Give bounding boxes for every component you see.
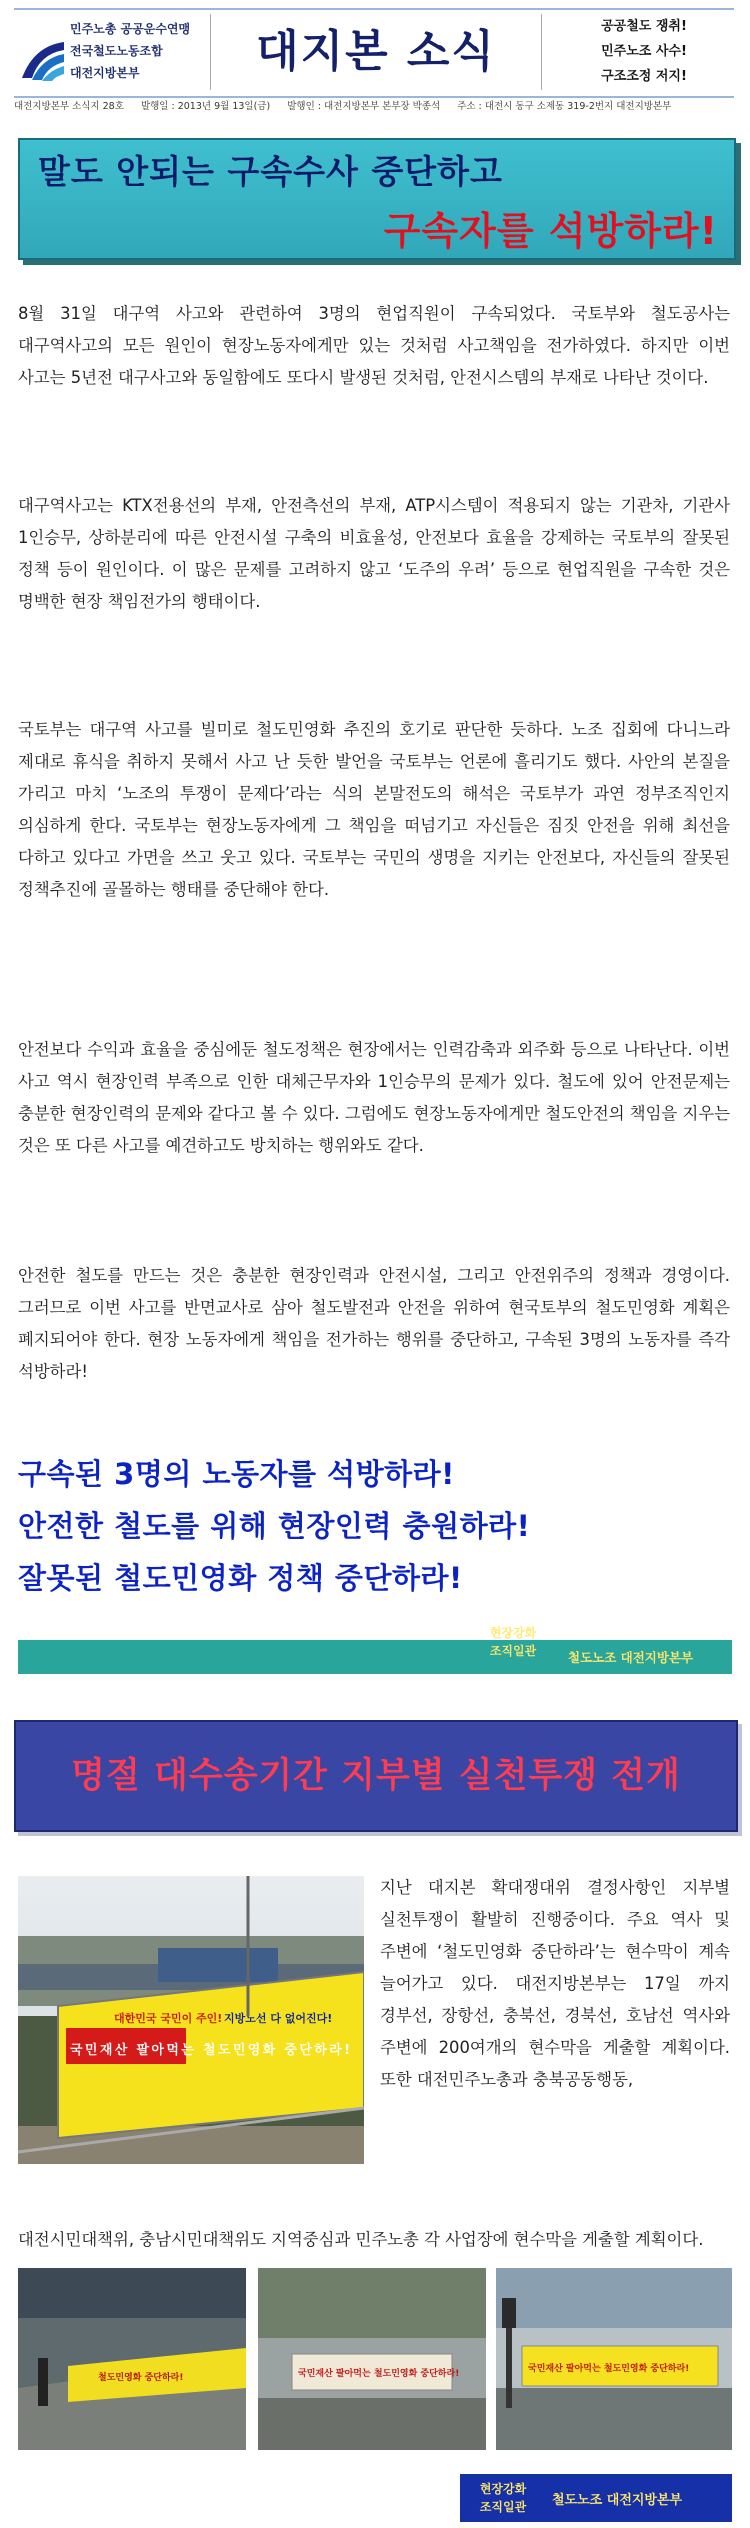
address: 주소 : 대전시 동구 소제동 319-2번지 대전지방본부: [457, 101, 672, 112]
newsletter-title: 대지본 소식: [256, 26, 496, 77]
demand-2: 안전한 철도를 위해 현장인력 충원하라!: [18, 1509, 531, 1543]
article-2-text-full: 대전시민대책위, 충남시민대책위도 지역중심과 민주노총 각 사업장에 현수막을 게출할 계획이다.: [18, 2230, 704, 2249]
signature-2-org: 철도노조 대전지방본부: [552, 2493, 683, 2508]
masthead-title-box: [210, 14, 542, 90]
demands-list: [18, 1448, 530, 1604]
signature-motto-line-1: 현장강화: [489, 1626, 537, 1640]
headline-1-line-1: 말도 안되는 구속수사 중단하고: [38, 152, 503, 191]
org-line-branch: 대전지방본부: [70, 66, 140, 80]
headline-1-line-2: 구속자를 석방하라!: [383, 209, 718, 253]
article-2-signature-bar: [460, 2474, 732, 2522]
publication-info: [14, 98, 734, 112]
signature-2-motto: [468, 2480, 538, 2516]
issue-number: 대전지방본부 소식지 28호: [14, 101, 124, 112]
article-1-paragraph-3: 국토부는 대구역 사고를 빌미로 철도민영화 추진의 호기로 판단한 듯하다. 노조 집회에 다니느라 제대로 휴식을 취하지 못해서 사고 난 듯한 발언을 국토부는 언론에 흘리기도 했다. 사안의 본질을 가리고 마치 ‘노조의 투쟁이 문제다’라는 식의 본말전도의 해석은 국토부가 과연 정부조직인지 의심하게 한다. 국토부는 현장노동자에게 그 책임을 떠넘기고 자신들은 짐짓 안전을 위해 최선을 다하고 있다고 가면을 쓰고 웃고 있다. 국토부는 국민의 생명을 지키는 안전보다, 자신들의 잘못된 정책추진에 골몰하는 행태를 중단해야 한다.: [18, 720, 730, 899]
org-line-union: 전국철도노동조합: [70, 44, 163, 58]
rail-swoosh-icon: [20, 38, 66, 82]
article-1-signature-bar: [18, 1626, 732, 1674]
banner-tag-text: 대한민국 국민이 주인!: [114, 2012, 223, 2025]
signature-2-motto-line-1: 현장강화: [479, 2482, 527, 2496]
banner-photo-1: [18, 2268, 246, 2450]
photo-2-banner-text: 국민재산 팔아먹는 철도민영화 중단하라!: [298, 2369, 460, 2379]
banner-photo-main: [18, 1876, 364, 2164]
demand-1: 구속된 3명의 노동자를 석방하라!: [18, 1457, 455, 1491]
banner-main-text: 국민재산 팔아먹는 철도민영화 중단하라!: [70, 2043, 350, 2058]
article-1-paragraph-1: 8월 31일 대구역 사고와 관련하여 3명의 현업직원이 구속되었다. 국토부와 철도공사는 대구역사고의 모든 원인이 현장노동자에게만 있는 것처럼 사고책임을 전가하였다. 하지만 이번 사고는 5년전 대구사고와 동일함에도 또다시 발생된 것처럼, 안전시스템의 부재로 나타난 것이다.: [18, 304, 730, 387]
slogans: [554, 14, 734, 89]
signature-motto: [468, 1624, 558, 1660]
publish-date: 발행일 : 2013년 9월 13일(금): [140, 101, 271, 112]
signature-motto-line-2: 조직일관: [489, 1644, 537, 1658]
slogan-3: 구조조정 저지!: [601, 69, 687, 84]
masthead: [14, 8, 734, 98]
slogan-1: 공공철도 쟁취!: [601, 19, 687, 34]
photo-3-banner-text: 국민재산 팔아먹는 철도민영화 중단하라!: [528, 2364, 690, 2374]
union-logo: [18, 16, 208, 90]
headline-2: 명절 대수송기간 지부별 실천투쟁 전개: [71, 1756, 681, 1796]
signature-2-motto-line-2: 조직일관: [479, 2500, 527, 2514]
article-1-paragraph-5: 안전한 철도를 만드는 것은 충분한 현장인력과 안전시설, 그리고 안전위주의 정책과 경영이다. 그러므로 이번 사고를 반면교사로 삼아 철도발전과 안전을 위하여 현국토부의 철도민영화 계획은 폐지되어야 한다. 현장 노동자에게 책임을 전가하는 행위를 중단하고, 구속된 3명의 노동자를 즉각 석방하라!: [18, 1266, 730, 1381]
publisher: 발행인 : 대전지방본부 본부장 박종석: [287, 101, 441, 112]
article-1-paragraph-4: 안전보다 수익과 효율을 중심에둔 철도정책은 현장에서는 인력감축과 외주화 등으로 나타난다. 이번 사고 역시 현장인력 부족으로 인한 대체근무자와 1인승무의 문제가 있다. 철도에 있어 안전문제는 충분한 현장인력의 문제와 같다고 볼 수 있다. 그럼에도 현장노동자에게만 철도안전의 책임을 지우는 것은 또 다른 사고를 예견하고도 방치하는 행위와도 같다.: [18, 1040, 730, 1155]
article-1-paragraph-2: 대구역사고는 KTX전용선의 부재, 안전측선의 부재, ATP시스템이 적용되지 않는 기관차, 기관사 1인승무, 상하분리에 따른 안전시설 구축의 비효율성, 안전보다 효율을 강제하는 국토부의 잘못된 정책 등이 원인이다. 이 많은 문제를 고려하지 않고 ‘도주의 우려’ 등으로 현업직원을 구속한 것은 명백한 현장 책임전가의 행태이다.: [18, 496, 730, 611]
banner-photo-3: [496, 2268, 732, 2450]
signature-org: 철도노조 대전지방본부: [568, 1650, 694, 1665]
photo-1-banner-text: 철도민영화 중단하라!: [98, 2373, 184, 2383]
article-2-text-right: 지난 대지본 확대쟁대위 결정사항인 지부별 실천투쟁이 활발히 진행중이다. 주요 역사 및 주변에 ‘철도민영화 중단하라’는 현수막이 계속 늘어가고 있다. 대전지방본부는 17일 까지 경부선, 장항선, 충북선, 경북선, 호남선 역사와 주변에 200여개의 현수막을 게출할 계획이다. 또한 대전민주노총과 충북공동행동,: [380, 1878, 730, 2089]
banner-small-text: 지방노선 다 없어진다!: [224, 2012, 333, 2025]
slogan-2: 민주노조 사수!: [601, 44, 687, 59]
headline-banner-1: [18, 138, 736, 260]
banner-photo-2: [258, 2268, 486, 2450]
org-line-confederation: 민주노총 공공운수연맹: [70, 22, 191, 36]
headline-banner-2: [14, 1720, 738, 1832]
demand-3: 잘못된 철도민영화 정책 중단하라!: [18, 1561, 463, 1595]
org-name: [70, 18, 190, 84]
